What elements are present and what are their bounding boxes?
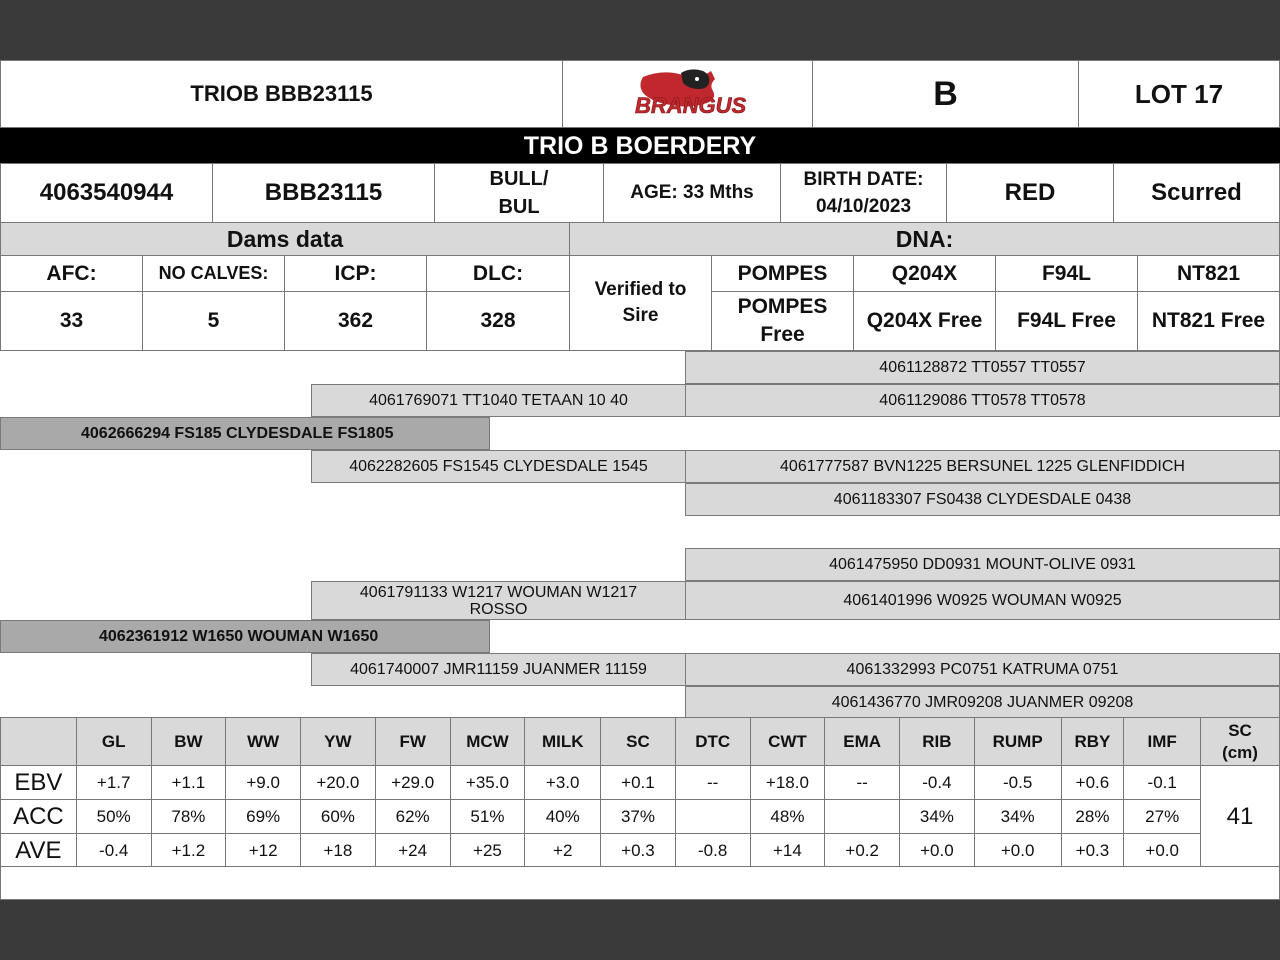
ebv-col-header: EMA bbox=[825, 718, 900, 766]
birth-date-cell bbox=[780, 163, 947, 223]
dna-header-pompes: POMPES bbox=[711, 255, 854, 292]
acc-cell: 48% bbox=[750, 800, 825, 834]
acc-cell: 34% bbox=[974, 800, 1061, 834]
bull-logo-icon bbox=[603, 67, 773, 121]
dna-value-q204x: Q204X Free bbox=[853, 291, 996, 351]
ebv-col-header: IMF bbox=[1124, 718, 1201, 766]
grade-label: B bbox=[812, 60, 1079, 128]
dna-header-q204x: Q204X bbox=[853, 255, 996, 292]
ave-cell: +0.0 bbox=[974, 834, 1061, 868]
ebv-cell: -0.4 bbox=[900, 766, 975, 800]
ebv-col-header: RBY bbox=[1061, 718, 1124, 766]
ebv-cell: +0.1 bbox=[601, 766, 676, 800]
ebv-cell: +20.0 bbox=[300, 766, 375, 800]
ebv-header-row bbox=[1, 718, 1280, 766]
sex-cell bbox=[434, 163, 604, 223]
pedigree-ds-sire: 4061475950 DD0931 MOUNT-OLIVE 0931 bbox=[685, 548, 1280, 581]
ebv-cell: +0.6 bbox=[1061, 766, 1124, 800]
registration-number: 4063540944 bbox=[0, 163, 213, 223]
pedigree-sire-sire: 4061769071 TT1040 TETAAN 10 40 bbox=[311, 384, 686, 417]
pedigree-dam-sire: 4061791133 W1217 WOUMAN W1217 ROSSO bbox=[311, 581, 686, 620]
ave-cell: +12 bbox=[226, 834, 301, 868]
ave-cell: +0.3 bbox=[1061, 834, 1124, 868]
ebv-cell: -- bbox=[675, 766, 750, 800]
dna-header-nt821: NT821 bbox=[1137, 255, 1280, 292]
pedigree-dd-dam: 4061436770 JMR09208 JUANMER 09208 bbox=[685, 686, 1280, 718]
lot-number: LOT 17 bbox=[1078, 60, 1280, 128]
acc-row-label: ACC bbox=[1, 800, 77, 834]
dna-value-f94l: F94L Free bbox=[995, 291, 1138, 351]
dna-value-pompes: POMPES Free bbox=[711, 291, 854, 351]
ebv-cell: +1.7 bbox=[76, 766, 151, 800]
animal-id-heading: TRIOB BBB23115 bbox=[0, 60, 563, 128]
pedigree-ss-dam: 4061129086 TT0578 TT0578 bbox=[685, 384, 1280, 417]
birth-date-label: BIRTH DATE: bbox=[803, 169, 924, 190]
ebv-col-header: RIB bbox=[900, 718, 975, 766]
acc-cell: 62% bbox=[375, 800, 450, 834]
dna-title: DNA: bbox=[569, 222, 1280, 256]
acc-cell: 60% bbox=[300, 800, 375, 834]
ebv-cell: +3.0 bbox=[525, 766, 601, 800]
sex-line2: BUL bbox=[498, 196, 540, 218]
ave-cell: +24 bbox=[375, 834, 450, 868]
logo-wordmark: BRANGUS bbox=[634, 93, 746, 118]
ave-cell: +2 bbox=[525, 834, 601, 868]
acc-cell: 69% bbox=[226, 800, 301, 834]
ebv-col-header: YW bbox=[300, 718, 375, 766]
pedigree-ss-sire: 4061128872 TT0557 TT0557 bbox=[685, 351, 1280, 384]
acc-cell: 40% bbox=[525, 800, 601, 834]
acc-cell: 37% bbox=[601, 800, 676, 834]
no-calves-value: 5 bbox=[142, 291, 285, 351]
pedigree-ds-dam: 4061401996 W0925 WOUMAN W0925 bbox=[685, 581, 1280, 620]
pedigree-sire: 4062666294 FS185 CLYDESDALE FS1805 bbox=[0, 417, 490, 450]
verified-to-sire bbox=[569, 255, 712, 351]
ebv-col-header: MILK bbox=[525, 718, 601, 766]
brangus-logo bbox=[562, 60, 813, 128]
ave-cell: +0.0 bbox=[1124, 834, 1201, 868]
pedigree-sd-sire: 4061777587 BVN1225 BERSUNEL 1225 GLENFIDDICH bbox=[685, 450, 1280, 483]
acc-cell bbox=[825, 800, 900, 834]
ave-row-label: AVE bbox=[1, 834, 77, 868]
animal-ident: BBB23115 bbox=[212, 163, 435, 223]
verified-line1: Verified to bbox=[594, 279, 687, 300]
sex-line1: BULL/ bbox=[489, 168, 549, 190]
ebv-corner bbox=[1, 718, 77, 766]
ave-cell: -0.8 bbox=[675, 834, 750, 868]
ebv-cell: -0.5 bbox=[974, 766, 1061, 800]
afc-header: AFC: bbox=[0, 255, 143, 292]
birth-date: 04/10/2023 bbox=[815, 196, 912, 217]
dna-header-f94l: F94L bbox=[995, 255, 1138, 292]
ave-cell: +18 bbox=[300, 834, 375, 868]
sc-cm-value: 41 bbox=[1201, 766, 1280, 868]
pedigree-dam: 4062361912 W1650 WOUMAN W1650 bbox=[0, 620, 490, 653]
acc-cell: 50% bbox=[76, 800, 151, 834]
ebv-cell: +1.1 bbox=[151, 766, 226, 800]
ebv-col-header: FW bbox=[375, 718, 450, 766]
ebv-cell: +9.0 bbox=[226, 766, 301, 800]
icp-header: ICP: bbox=[284, 255, 427, 292]
dlc-value: 328 bbox=[426, 291, 570, 351]
dams-data-title: Dams data bbox=[0, 222, 570, 256]
colour: RED bbox=[946, 163, 1114, 223]
pedigree-dd-sire: 4061332993 PC0751 KATRUMA 0751 bbox=[685, 653, 1280, 686]
pedigree-sd-dam: 4061183307 FS0438 CLYDESDALE 0438 bbox=[685, 483, 1280, 516]
ebv-cell: +35.0 bbox=[450, 766, 525, 800]
ebv-col-header: WW bbox=[226, 718, 301, 766]
pedigree-dam-dam: 4061740007 JMR11159 JUANMER 11159 bbox=[311, 653, 686, 686]
dlc-header: DLC: bbox=[426, 255, 570, 292]
ebv-col-header: GL bbox=[76, 718, 151, 766]
ebv-cell: -0.1 bbox=[1124, 766, 1201, 800]
ebv-cell: -- bbox=[825, 766, 900, 800]
ave-cell: -0.4 bbox=[76, 834, 151, 868]
lot-sheet bbox=[0, 60, 1280, 900]
acc-cell bbox=[675, 800, 750, 834]
ebv-col-header: RUMP bbox=[974, 718, 1061, 766]
ave-cell: +0.3 bbox=[601, 834, 676, 868]
afc-value: 33 bbox=[0, 291, 143, 351]
acc-cell: 34% bbox=[900, 800, 975, 834]
ebv-col-header: BW bbox=[151, 718, 226, 766]
no-calves-header: NO CALVES: bbox=[142, 255, 285, 292]
acc-row bbox=[1, 800, 1280, 834]
verified-line2: Sire bbox=[622, 305, 659, 326]
sc-cm-header: SC (cm) bbox=[1201, 718, 1280, 766]
ebv-col-header: SC bbox=[601, 718, 676, 766]
age: AGE: 33 Mths bbox=[603, 163, 781, 223]
ebv-col-header: DTC bbox=[675, 718, 750, 766]
footer-blank-row bbox=[0, 866, 1280, 900]
dna-value-nt821: NT821 Free bbox=[1137, 291, 1280, 351]
ebv-cell: +18.0 bbox=[750, 766, 825, 800]
ebv-cell: +29.0 bbox=[375, 766, 450, 800]
acc-cell: 51% bbox=[450, 800, 525, 834]
ave-row bbox=[1, 834, 1280, 868]
ave-cell: +0.0 bbox=[900, 834, 975, 868]
ebv-col-header: CWT bbox=[750, 718, 825, 766]
ave-cell: +14 bbox=[750, 834, 825, 868]
ave-cell: +1.2 bbox=[151, 834, 226, 868]
acc-cell: 78% bbox=[151, 800, 226, 834]
ebv-col-header: MCW bbox=[450, 718, 525, 766]
acc-cell: 28% bbox=[1061, 800, 1124, 834]
breeder-name: TRIO B BOERDERY bbox=[0, 128, 1280, 164]
pedigree-sire-dam: 4062282605 FS1545 CLYDESDALE 1545 bbox=[311, 450, 686, 483]
acc-cell: 27% bbox=[1124, 800, 1201, 834]
ebv-row-label: EBV bbox=[1, 766, 77, 800]
horn-status: Scurred bbox=[1113, 163, 1280, 223]
icp-value: 362 bbox=[284, 291, 427, 351]
ebv-row bbox=[1, 766, 1280, 800]
ebv-table bbox=[0, 717, 1280, 868]
ave-cell: +0.2 bbox=[825, 834, 900, 868]
ave-cell: +25 bbox=[450, 834, 525, 868]
